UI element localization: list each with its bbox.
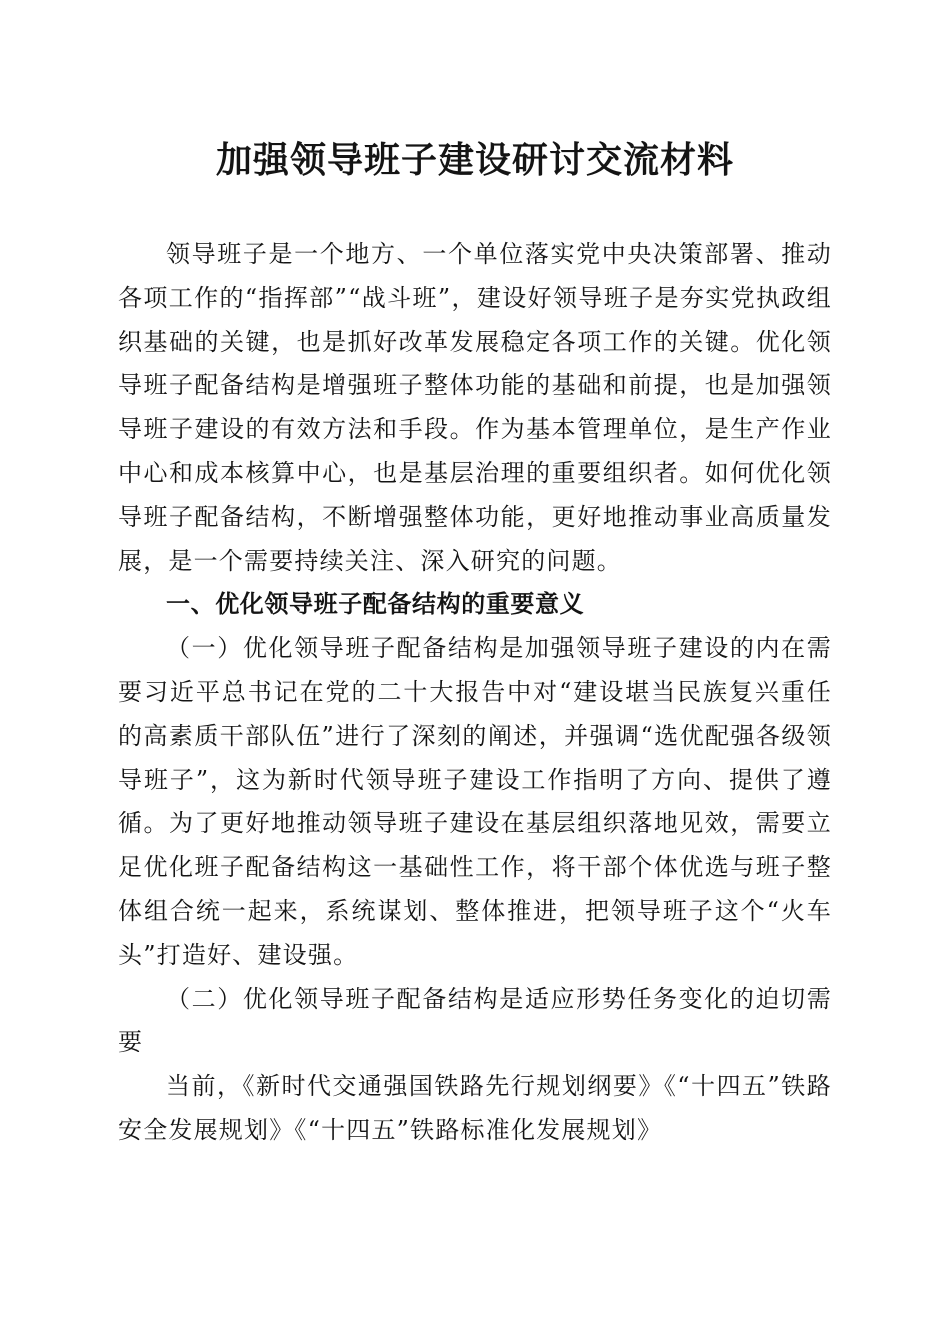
- subsection-2-heading: （二）优化领导班子配备结构是适应形势任务变化的迫切需要: [118, 984, 832, 1057]
- document-body: [118, 233, 832, 1153]
- subsection-2-paragraph: 当前，《新时代交通强国铁路先行规划纲要》《“十四五”铁路安全发展规划》《“十四五”铁路标准化发展规划》: [118, 1072, 832, 1144]
- subsection-1-paragraph: （一）优化领导班子配备结构是加强领导班子建设的内在需要习近平总书记在党的二十大报告中对“建设堪当民族复兴重任的高素质干部队伍”进行了深刻的阐述，并强调“选优配强各级领导班子”，这为新时代领导班子建设工作指明了方向、提供了遵循。为了更好地推动领导班子建设在基层组织落地见效，需要立足优化班子配备结构这一基础性工作，将干部个体优选与班子整体组合统一起来，系统谋划、整体推进，把领导班子这个“火车头”打造好、建设强。: [118, 634, 832, 969]
- section-heading: 一、优化领导班子配备结构的重要意义: [166, 590, 585, 619]
- document-title: 加强领导班子建设研讨交流材料: [215, 139, 734, 181]
- intro-paragraph: 领导班子是一个地方、一个单位落实党中央决策部署、推动各项工作的“指挥部”“战斗班”，建设好领导班子是夯实党执政组织基础的关键，也是抓好改革发展稳定各项工作的关键。优化领导班子配备结构是增强班子整体功能的基础和前提，也是加强领导班子建设的有效方法和手段。作为基本管理单位，是生产作业中心和成本核算中心，也是基层治理的重要组织者。如何优化领导班子配备结构，不断增强整体功能，更好地推动事业高质量发展，是一个需要持续关注、深入研究的问题。: [118, 240, 832, 575]
